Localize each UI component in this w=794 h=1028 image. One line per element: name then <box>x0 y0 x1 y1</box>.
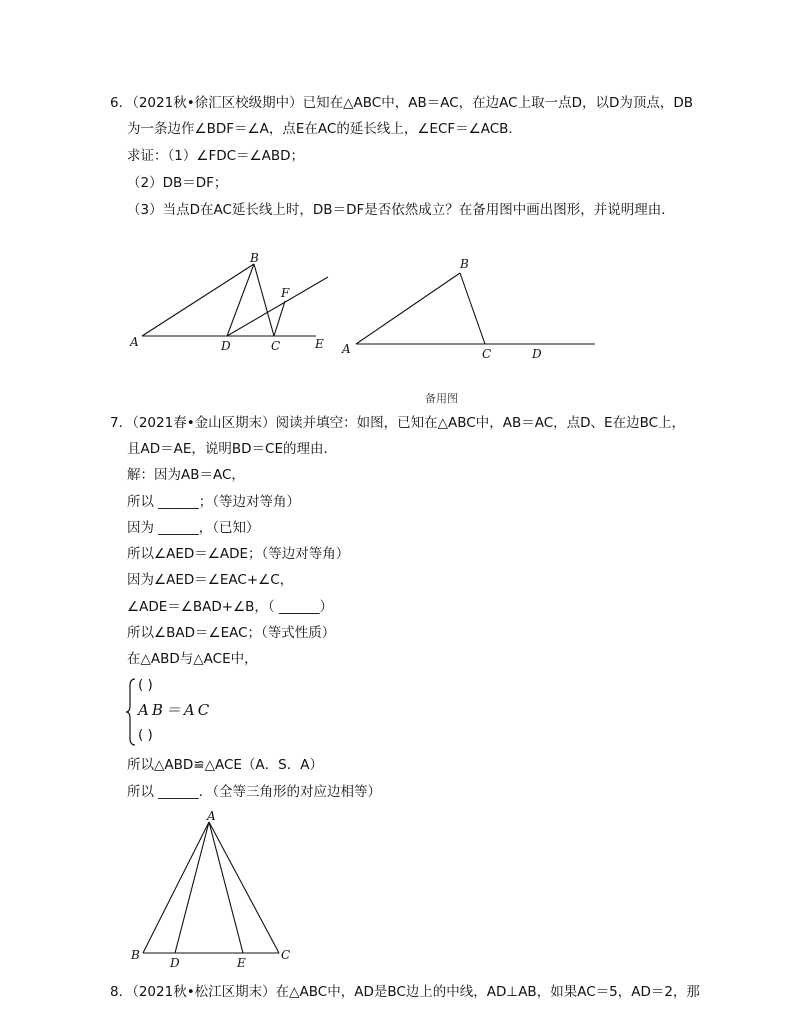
problem6-line1: 6．（2021秋•徐汇区校级期中）已知在△ABC中，AB＝AC，在边AC上取一点D，以D为顶点，DB <box>110 95 694 111</box>
left-brace-icon <box>126 678 136 746</box>
problem7-step: 因为 ______，（已知） <box>127 520 260 536</box>
problem7-line2: 且AD＝AE，说明BD＝CE的理由． <box>127 441 338 457</box>
brace-row-2: AB＝AC <box>138 701 213 719</box>
line-BC <box>254 264 274 336</box>
line-AE <box>209 822 243 953</box>
problem7-step: ∠ADE＝∠BAD+∠B，（ ______） <box>127 599 333 615</box>
figure-problem6-spare <box>340 252 600 362</box>
problem7-step: 所以∠AED＝∠ADE；（等边对等角） <box>127 546 350 562</box>
problem7-step: 解：因为AB＝AC， <box>127 467 245 483</box>
line-AC <box>209 822 279 953</box>
line-DF-ray <box>227 277 328 336</box>
label-A: A <box>342 342 351 356</box>
line-AB <box>142 264 254 336</box>
label-F: F <box>281 286 290 300</box>
problem6-line3: 求证：（1）∠FDC＝∠ABD； <box>127 148 305 164</box>
figure-problem6-main <box>120 245 340 355</box>
problem7-step: 因为∠AED＝∠EAC+∠C， <box>127 572 294 588</box>
label-B: B <box>250 251 259 265</box>
label-D: D <box>532 347 542 361</box>
line-AB <box>143 822 209 953</box>
label-B: B <box>131 948 140 962</box>
label-D: D <box>170 956 180 970</box>
brace-system <box>126 676 246 748</box>
label-A: A <box>207 809 216 823</box>
line-CF <box>274 301 285 336</box>
problem7-line1: 7．（2021春•金山区期末）阅读并填空：如图，已知在△ABC中，AB＝AC，点D、E在边BC上， <box>110 415 686 431</box>
problem7-conclusion-2: 所以 ______．（全等三角形的对应边相等） <box>127 784 382 800</box>
problem7-step: 所以∠BAD＝∠EAC；（等式性质） <box>127 625 336 641</box>
brace-row-3: ( ) <box>138 727 153 743</box>
line-BC <box>460 273 485 344</box>
problem6-line2: 为一条边作∠BDF＝∠A，点E在AC的延长线上，∠ECF＝∠ACB． <box>127 121 522 137</box>
problem7-conclusion-1: 所以△ABD≌△ACE（A．S．A） <box>127 757 323 773</box>
label-C: C <box>281 948 291 962</box>
label-B: B <box>460 257 469 271</box>
problem6-line5: （3）当点D在AC延长线上时，DB＝DF是否依然成立？在备用图中画出图形，并说明理由． <box>127 202 675 218</box>
label-C: C <box>482 347 492 361</box>
problem7-step: 所以 ______；（等边对等角） <box>127 494 301 510</box>
figure-caption: 备用图 <box>425 392 458 405</box>
line-BD <box>227 264 254 336</box>
figure-problem7 <box>125 808 300 973</box>
label-C: C <box>271 339 281 353</box>
line-AD <box>175 822 209 953</box>
label-E: E <box>315 337 324 351</box>
label-E: E <box>237 956 246 970</box>
brace-row-1: ( ) <box>138 677 153 693</box>
problem6-line4: （2）DB＝DF； <box>127 175 228 191</box>
line-AB <box>356 273 460 344</box>
label-D: D <box>221 339 231 353</box>
problem8-line1: 8．（2021秋•松江区期末）在△ABC中，AD是BC边上的中线，AD⊥AB，如果AC＝5，AD＝2，那 <box>110 984 700 1000</box>
label-A: A <box>130 335 139 349</box>
problem7-step: 在△ABD与△ACE中， <box>127 651 258 667</box>
